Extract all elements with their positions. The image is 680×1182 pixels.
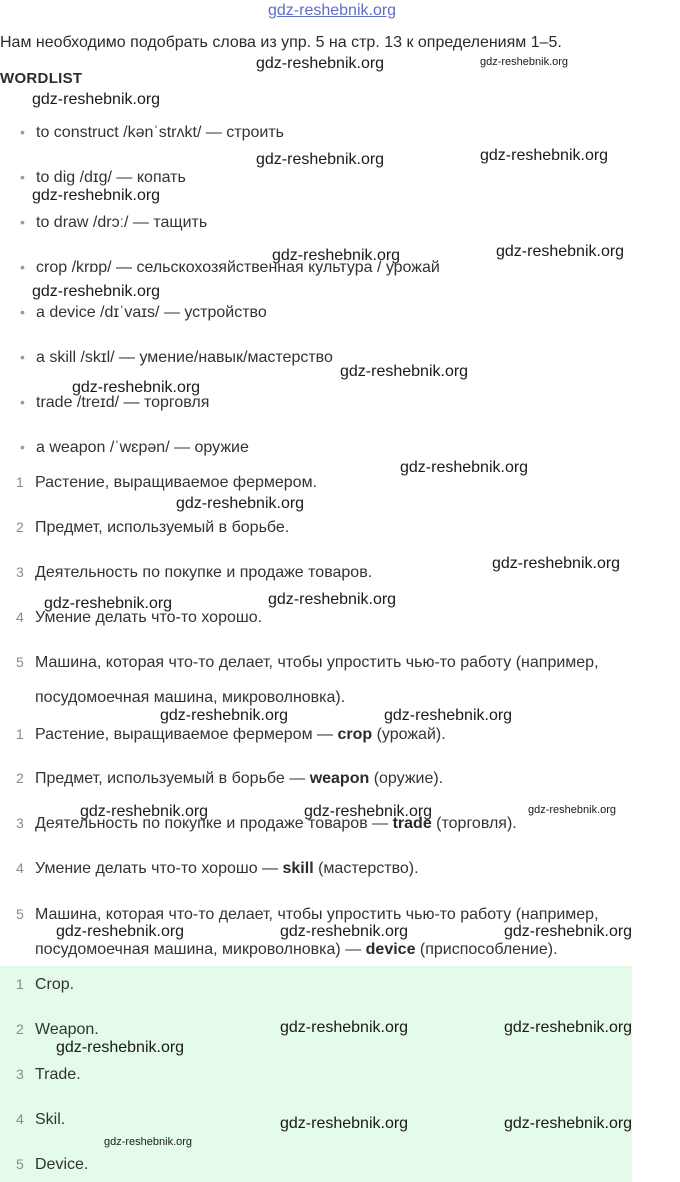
bullet-icon: • bbox=[20, 214, 25, 230]
bullet-icon: • bbox=[20, 124, 25, 140]
watermark: gdz-reshebnik.org bbox=[268, 591, 397, 608]
watermark: gdz-reshebnik.org bbox=[32, 283, 161, 300]
watermark: gdz-reshebnik.org bbox=[504, 1019, 633, 1036]
watermark: gdz-reshebnik.org bbox=[280, 1019, 409, 1036]
intro-text: Нам необходимо подобрать слова из упр. 5 на стр. 13 к определениям 1–5. bbox=[0, 34, 562, 51]
wordlist-item: • crop /krɒp/ — сельскохозяйственная культура / урожай bbox=[20, 259, 440, 276]
answers-panel bbox=[0, 966, 632, 1182]
watermark: gdz-reshebnik.org bbox=[492, 555, 621, 572]
wordlist-item: • to construct /kənˈstrʌkt/ — строить bbox=[20, 124, 284, 141]
watermark-top[interactable]: gdz-reshebnik.org bbox=[268, 2, 397, 19]
bullet-icon: • bbox=[20, 169, 25, 185]
explained-item: 1 Растение, выращиваемое фермером — crop (урожай). bbox=[16, 726, 446, 743]
explained-item-continued: посудомоечная машина, микроволновка) — device (приспособление). bbox=[35, 941, 558, 958]
bullet-icon: • bbox=[20, 304, 25, 320]
bullet-icon: • bbox=[20, 349, 25, 365]
bullet-icon: • bbox=[20, 259, 25, 275]
definition-item: 2 Предмет, используемый в борьбе. bbox=[16, 519, 290, 536]
definition-item: 3 Деятельность по покупке и продаже товаров. bbox=[16, 564, 373, 581]
answer-item: 3 Trade. bbox=[16, 1066, 81, 1083]
watermark: gdz-reshebnik.org bbox=[280, 923, 409, 940]
answer-item: 5 Device. bbox=[16, 1156, 89, 1173]
watermark: gdz-reshebnik.org bbox=[280, 1115, 409, 1132]
wordlist-item: • to draw /drɔː/ — тащить bbox=[20, 214, 208, 231]
watermark: gdz-reshebnik.org bbox=[44, 595, 173, 612]
watermark: gdz-reshebnik.org bbox=[384, 707, 513, 724]
watermark: gdz-reshebnik.org bbox=[340, 363, 469, 380]
explained-item: 5 Машина, которая что-то делает, чтобы упростить чью-то работу (например, bbox=[16, 906, 599, 923]
wordlist-item: • to dig /dɪg/ — копать bbox=[20, 169, 186, 186]
watermark: gdz-reshebnik.org bbox=[256, 55, 385, 72]
watermark: gdz-reshebnik.org bbox=[480, 56, 569, 68]
explained-item: 3 Деятельность по покупке и продаже товаров — trade (торговля). bbox=[16, 815, 517, 832]
watermark: gdz-reshebnik.org bbox=[272, 247, 401, 264]
bullet-icon: • bbox=[20, 439, 25, 455]
answer-item: 4 Skil. bbox=[16, 1111, 66, 1128]
watermark: gdz-reshebnik.org bbox=[72, 379, 201, 396]
watermark: gdz-reshebnik.org bbox=[480, 147, 609, 164]
watermark: gdz-reshebnik.org bbox=[56, 1039, 185, 1056]
watermark: gdz-reshebnik.org bbox=[80, 803, 209, 820]
wordlist-item: • a weapon /ˈwɛpən/ — оружие bbox=[20, 439, 249, 456]
watermark: gdz-reshebnik.org bbox=[504, 1115, 633, 1132]
watermark: gdz-reshebnik.org bbox=[32, 187, 161, 204]
watermark: gdz-reshebnik.org bbox=[528, 804, 617, 816]
watermark: gdz-reshebnik.org bbox=[496, 243, 625, 260]
wordlist-item: • a device /dɪˈvaɪs/ — устройство bbox=[20, 304, 267, 321]
wordlist-title: WORDLIST bbox=[0, 70, 83, 87]
watermark: gdz-reshebnik.org bbox=[32, 91, 161, 108]
watermark: gdz-reshebnik.org bbox=[160, 707, 289, 724]
wordlist-item: • a skill /skɪl/ — умение/навык/мастерство bbox=[20, 349, 333, 366]
definition-item-continued: посудомоечная машина, микроволновка). bbox=[35, 689, 346, 706]
answer-item: 2 Weapon. bbox=[16, 1021, 99, 1038]
wordlist-item: • trade /treɪd/ — торговля bbox=[20, 394, 210, 411]
definition-item: 4 Умение делать что-то хорошо. bbox=[16, 609, 263, 626]
watermark: gdz-reshebnik.org bbox=[304, 803, 433, 820]
explained-item: 4 Умение делать что-то хорошо — skill (мастерство). bbox=[16, 860, 419, 877]
watermark: gdz-reshebnik.org bbox=[504, 923, 633, 940]
watermark: gdz-reshebnik.org bbox=[56, 923, 185, 940]
watermark: gdz-reshebnik.org bbox=[256, 151, 385, 168]
watermark: gdz-reshebnik.org bbox=[176, 495, 305, 512]
definition-item: 5 Машина, которая что-то делает, чтобы упростить чью-то работу (например, bbox=[16, 654, 599, 671]
definition-item: 1 Растение, выращиваемое фермером. bbox=[16, 474, 318, 491]
bullet-icon: • bbox=[20, 394, 25, 410]
answer-item: 1 Crop. bbox=[16, 976, 75, 993]
explained-item: 2 Предмет, используемый в борьбе — weapon (оружие). bbox=[16, 770, 444, 787]
watermark: gdz-reshebnik.org bbox=[104, 1136, 193, 1148]
watermark: gdz-reshebnik.org bbox=[400, 459, 529, 476]
